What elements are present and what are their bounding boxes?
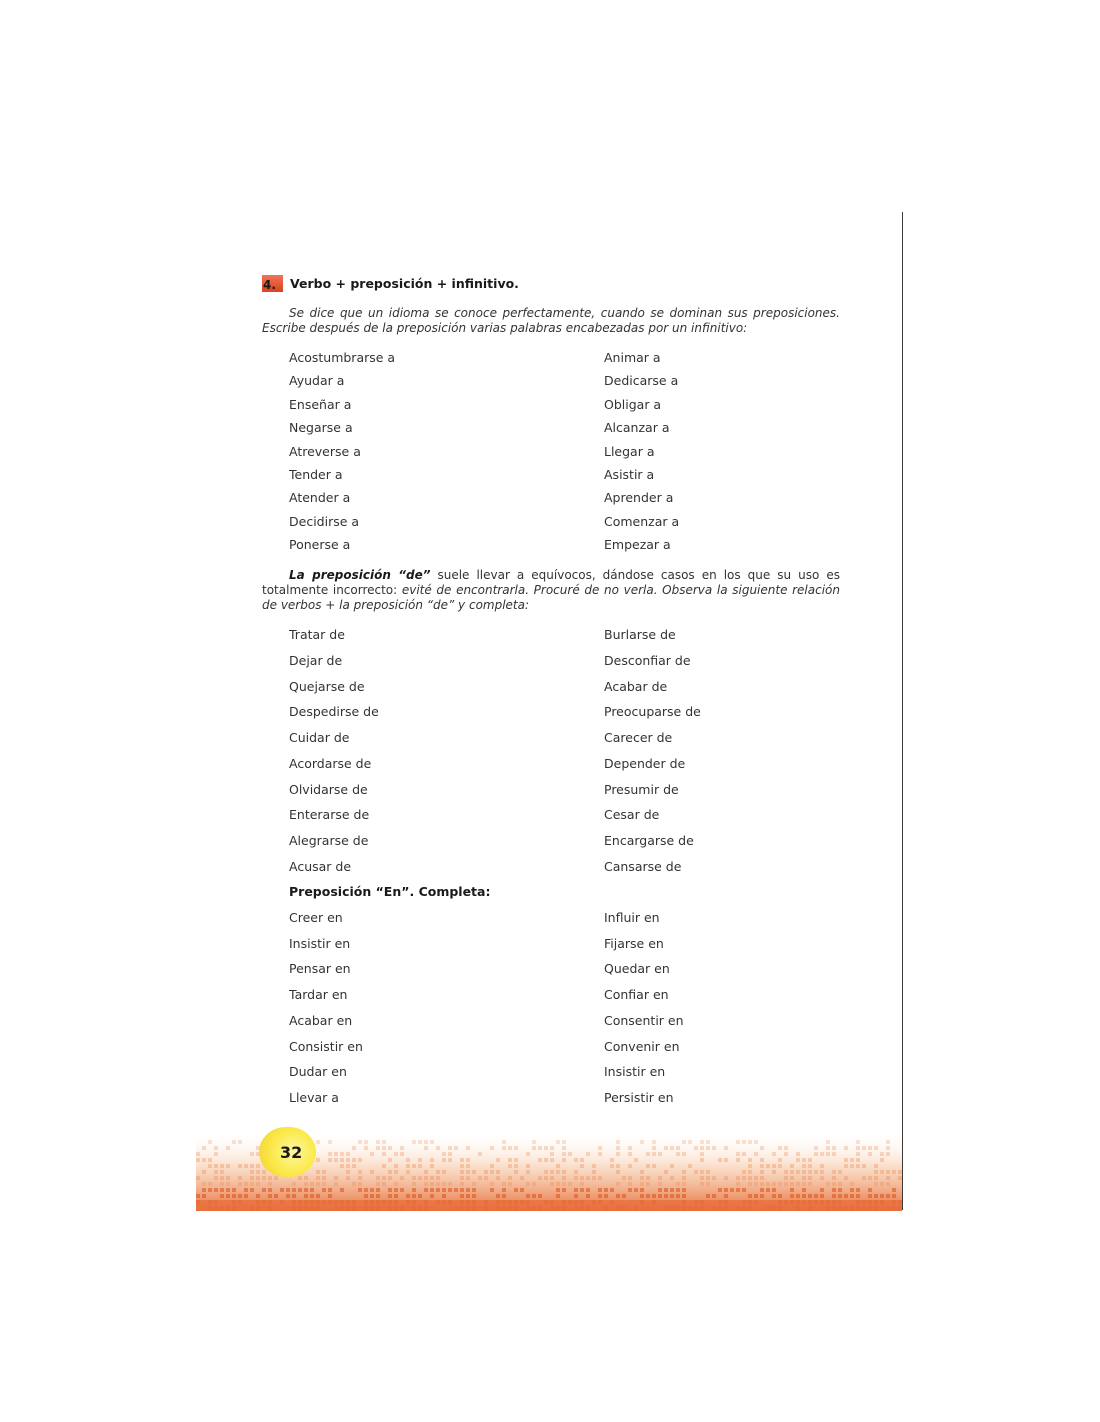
list-de-left-item: Acordarse de — [289, 755, 372, 771]
list-en-right-item: Quedar en — [604, 961, 670, 977]
list-en-left-item: Insistir en — [289, 935, 351, 951]
list-en-left-item: Consistir en — [289, 1038, 363, 1054]
list-a-right-item: Asistir a — [604, 467, 655, 482]
list-en-right-item: Consentir en — [604, 1012, 684, 1028]
list-de-right-item: Presumir de — [604, 781, 679, 797]
de-paragraph — [262, 568, 840, 613]
section-title: Verbo + preposición + infinitivo. — [290, 275, 519, 291]
de-normal-text: suele llevar a equívocos, dándose casos en los que su uso es totalmente incorrecto: — [262, 568, 840, 597]
list-en-right-item: Insistir en — [604, 1064, 666, 1080]
list-en-right-item: Persistir en — [604, 1089, 674, 1105]
list-a-left-item: Acostumbrarse a — [289, 350, 396, 365]
list-a-left-item: Decidirse a — [289, 513, 360, 529]
de-heading: La preposición “de” — [289, 568, 431, 582]
list-de-right-item: Carecer de — [604, 730, 673, 745]
list-en-right-item: Convenir en — [604, 1038, 680, 1054]
intro-paragraph — [262, 306, 840, 336]
list-a-left-item: Tender a — [289, 467, 343, 482]
page-number: 32 — [280, 1143, 303, 1162]
list-a-right-item: Obligar a — [604, 396, 662, 412]
list-de-right-item: Cansarse de — [604, 858, 682, 874]
list-de-right-item: Preocuparse de — [604, 704, 701, 720]
list-en-right-item: Fijarse en — [604, 935, 664, 951]
list-a-right-item: Comenzar a — [604, 513, 680, 529]
intro-text: Se dice que un idioma se conoce perfectamente, cuando se dominan sus preposiciones. Escribe después de la preposición varias palabras encabezadas por un infinitivo: — [262, 306, 840, 335]
list-a-left-item: Negarse a — [289, 420, 353, 436]
list-de-left-item: Quejarse de — [289, 678, 365, 694]
list-a-right-item: Llegar a — [604, 443, 655, 459]
list-en-left-item: Acabar en — [289, 1012, 353, 1028]
de-italic-text: evité de encontrarla. Procuré de no verla. Observa la siguiente relación de verbos + la preposición “de” y completa: — [262, 583, 840, 612]
list-de-right-item: Depender de — [604, 755, 686, 771]
list-en-left-item: Creer en — [289, 910, 343, 925]
list-de-right-item: Encargarse de — [604, 833, 694, 848]
list-de-right-item: Desconfiar de — [604, 652, 691, 668]
list-en-right-item: Influir en — [604, 910, 660, 925]
list-a-right-item: Empezar a — [604, 537, 671, 553]
list-de-left-item: Acusar de — [289, 858, 352, 874]
list-en-right-item: Confiar en — [604, 987, 669, 1003]
list-a-right-item: Dedicarse a — [604, 373, 679, 389]
list-de-left-item: Despedirse de — [289, 704, 379, 720]
list-de-left-item: Enterarse de — [289, 807, 370, 823]
list-en-left-item: Pensar en — [289, 961, 351, 977]
list-a-right-item: Animar a — [604, 350, 661, 365]
list-de-left-item: Cuidar de — [289, 730, 350, 745]
list-de-right-item: Cesar de — [604, 807, 660, 823]
list-a-left-item: Ayudar a — [289, 373, 345, 389]
list-a-left-item: Ponerse a — [289, 537, 351, 553]
list-a-right-item: Alcanzar a — [604, 420, 670, 436]
section-number-badge: 4. — [262, 275, 283, 292]
list-en-left-item: Dudar en — [289, 1064, 347, 1080]
list-de-left-item: Tratar de — [289, 627, 345, 642]
list-de-right-item: Acabar de — [604, 678, 668, 694]
list-de-left-item: Alegrarse de — [289, 833, 369, 848]
list-a-left-item: Atender a — [289, 490, 351, 506]
list-a-right-item: Aprender a — [604, 490, 674, 506]
list-de-left-item: Dejar de — [289, 652, 343, 668]
list-de-right-item: Burlarse de — [604, 627, 676, 642]
en-section-title: Preposición “En”. Completa: — [289, 884, 491, 899]
section-header — [262, 273, 519, 293]
list-a-left-item: Atreverse a — [289, 443, 361, 459]
list-en-left-item: Llevar a — [289, 1089, 339, 1105]
page-edge-rule — [902, 212, 903, 1210]
list-a-left-item: Enseñar a — [289, 396, 352, 412]
page-number-badge — [262, 1127, 316, 1177]
list-en-left-item: Tardar en — [289, 987, 348, 1003]
list-de-left-item: Olvidarse de — [289, 781, 368, 797]
